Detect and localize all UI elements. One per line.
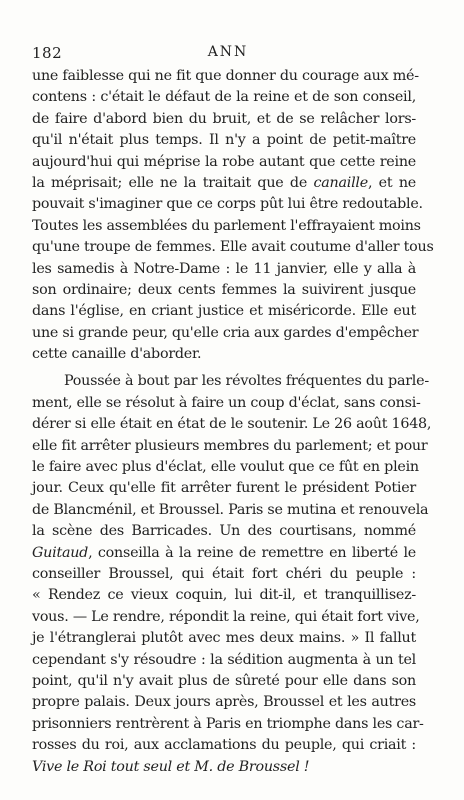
text-line: contens : c'était le défaut de la reine et de son conseil, (32, 89, 416, 106)
text-line: je l'étranglerai plutôt avec mes deux mains. » Il fallut (32, 630, 416, 647)
text-line: jour. Ceux qu'elle fit arrêter furent le président Potier (32, 480, 416, 497)
text-line: « Rendez ce vieux coquin, lui dit-il, et tranquillisez- (32, 587, 416, 604)
text-line: une faiblesse qui ne fit que donner du courage aux mé- (32, 68, 419, 84)
text-line: Poussée à bout par les révoltes fréquentes du parle- (64, 373, 429, 390)
text-line (32, 173, 416, 194)
text-line: elle fit arrêter plusieurs membres du parlement; et pour (32, 437, 428, 454)
text-line: propre palais. Deux jours après, Broussel et les autres (32, 694, 416, 711)
running-head: ANN (207, 44, 249, 60)
text-line: pouvait s'imaginer que ce corps pût lui être redoutable. (32, 196, 423, 213)
text-line: son ordinaire; deux cents femmes la suivirent jusque (32, 281, 416, 298)
text-segment: la méprisait; elle ne la traitait que de (32, 174, 314, 191)
text-line: dérer si elle était en état de le soutenir. Le 26 août 1648, (32, 416, 432, 433)
text-line: Toutes les assemblées du parlement l'effrayaient moins (32, 217, 421, 234)
page-number: 182 (32, 44, 63, 62)
text-line: ment, elle se résolut à faire un coup d'éclat, sans consi- (32, 394, 421, 411)
text-segment: , et ne (367, 174, 416, 191)
text-line: la scène des Barricades. Un des courtisans, nommé (32, 523, 416, 540)
text-line: vous. — Le rendre, répondit la reine, qui était fort vive, (32, 608, 420, 625)
text-line: le faire avec plus d'éclat, elle voulut que ce fût en plein (32, 459, 419, 476)
text-line: qu'il n'était plus temps. Il n'y a point de petit-maître (32, 132, 416, 149)
italic-text: Vive le Roi tout seul et M. de Broussel ! (32, 758, 310, 775)
text-line: prisonniers rentrèrent à Paris en triomphe dans les car- (32, 715, 424, 732)
text-line: une si grande peur, qu'elle cria aux gardes d'empêcher (32, 324, 419, 341)
text-line: de faire d'abord bien du bruit, et de se relâcher lors- (32, 110, 416, 127)
text-line: les samedis à Notre-Dame : le 11 janvier, elle y alla à (32, 260, 416, 277)
text-segment: , conseilla à la reine de remettre en liberté le (88, 544, 416, 561)
text-line: rosses du roi, aux acclamations du peuple, qui criait : (32, 737, 416, 754)
text-line (32, 543, 416, 564)
paragraph-2 (32, 371, 432, 777)
body-text (32, 66, 434, 778)
text-line (32, 757, 416, 778)
italic-text: canaille (313, 174, 368, 191)
italic-text: Guitaud (32, 544, 89, 561)
text-line: conseiller Broussel, qui était fort chéri du peuple : (32, 565, 416, 582)
text-line: qu'une troupe de femmes. Elle avait coutume d'aller tous (32, 239, 434, 256)
text-line: cette canaille d'aborder. (32, 346, 202, 363)
page-header (32, 44, 424, 66)
paragraph-1 (32, 66, 434, 365)
text-line: point, qu'il n'y avait plus de sûreté pour elle dans son (32, 672, 416, 689)
text-line: de Blancménil, et Broussel. Paris se mutina et renouvela (32, 501, 429, 518)
text-line: dans l'église, en criant justice et miséricorde. Elle eut (32, 303, 416, 320)
text-line: aujourd'hui qui méprise la robe autant que cette reine (32, 153, 416, 170)
text-line: cependant s'y résoudre : la sédition augmenta à un tel (32, 651, 416, 668)
